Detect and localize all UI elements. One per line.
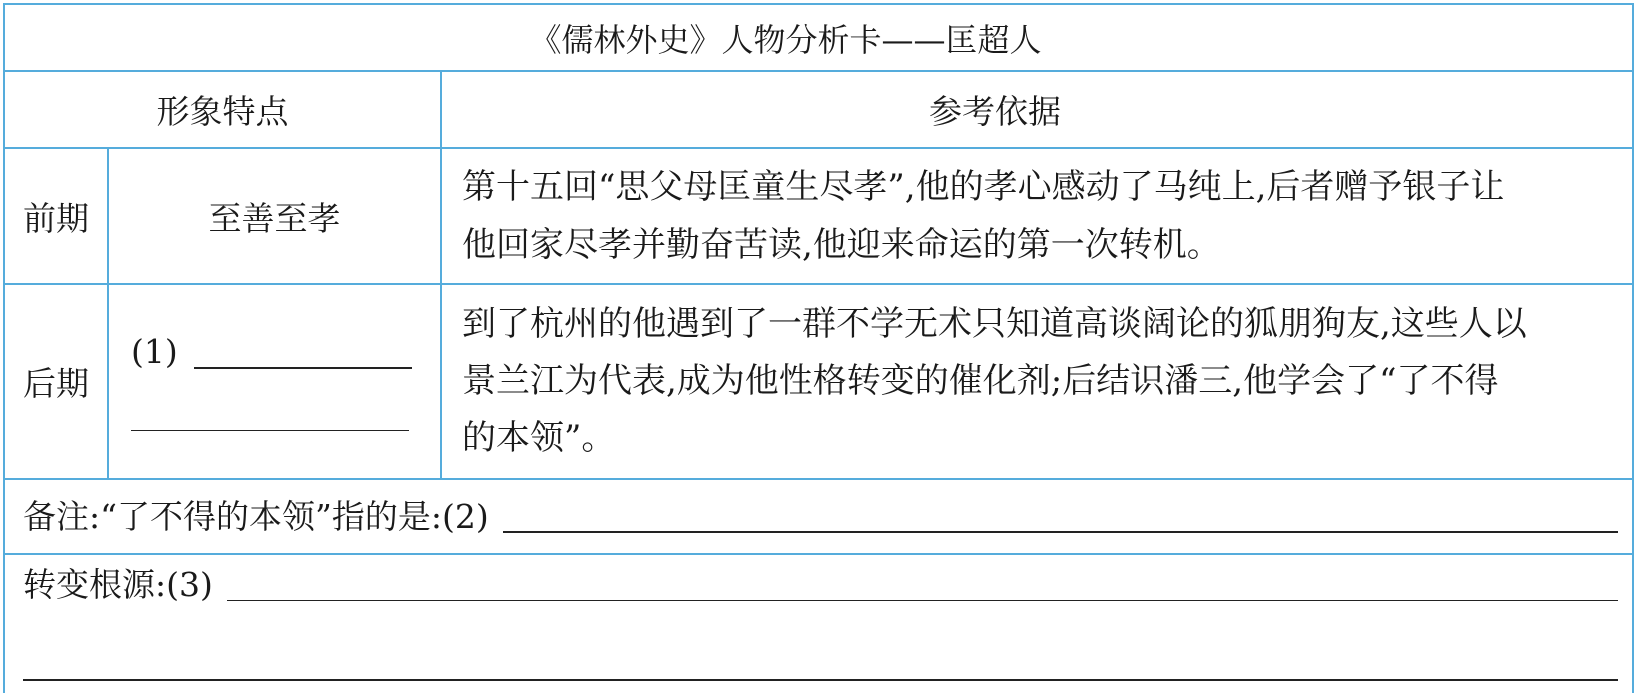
answer-blank-2-line bbox=[23, 497, 1618, 537]
period-late-cell bbox=[4, 284, 108, 479]
title-row bbox=[4, 4, 1633, 71]
answer-blank-1-underline bbox=[194, 367, 412, 369]
note-label: 备注:“了不得的本领”指的是:(2) bbox=[23, 496, 489, 536]
evidence-late-cell bbox=[441, 284, 1633, 479]
root-cause-cell bbox=[4, 554, 1633, 693]
evidence-late-line: 的本领”。 bbox=[462, 418, 616, 458]
late-period-row bbox=[4, 284, 1633, 479]
trait-early: 至善至孝 bbox=[208, 198, 341, 238]
answer-blank-1-label: (1) bbox=[131, 331, 178, 371]
early-period-row bbox=[4, 148, 1633, 284]
answer-blank-3-underline-2 bbox=[23, 679, 1618, 681]
answer-blank-3-underline bbox=[227, 600, 1618, 602]
period-late-label: 后期 bbox=[23, 364, 89, 403]
period-early-cell bbox=[4, 148, 108, 284]
header-traits-cell bbox=[4, 71, 441, 148]
evidence-late-line: 景兰江为代表,成为他性格转变的催化剂;后结识潘三,他学会了“了不得 bbox=[462, 361, 1499, 401]
root-cause-label: 转变根源:(3) bbox=[23, 565, 213, 604]
answer-blank-2-underline bbox=[503, 531, 1618, 533]
trait-early-cell bbox=[108, 148, 441, 284]
answer-blank-3-line bbox=[23, 565, 1618, 605]
evidence-early-cell bbox=[441, 148, 1633, 284]
period-early-label: 前期 bbox=[23, 198, 89, 238]
note-cell bbox=[4, 479, 1633, 554]
answer-blank-1-line bbox=[131, 332, 440, 372]
header-traits: 形象特点 bbox=[156, 92, 289, 131]
root-cause-row bbox=[4, 554, 1633, 693]
header-evidence-cell bbox=[441, 71, 1633, 148]
evidence-late-line: 到了杭州的他遇到了一群不学无术只知道高谈阔论的狐朋狗友,这些人以 bbox=[462, 304, 1527, 344]
note-row bbox=[4, 479, 1633, 554]
evidence-early-line: 他回家尽孝并勤奋苦读,他迎来命运的第一次转机。 bbox=[462, 225, 1221, 265]
trait-late-blank-cell bbox=[108, 284, 441, 479]
header-row bbox=[4, 71, 1633, 148]
character-analysis-card bbox=[3, 3, 1634, 693]
evidence-early-line: 第十五回“思父母匡童生尽孝”,他的孝心感动了马纯上,后者赠予银子让 bbox=[462, 167, 1505, 207]
answer-blank-1-underline-2 bbox=[131, 430, 409, 432]
header-evidence: 参考依据 bbox=[929, 92, 1062, 131]
card-title-cell bbox=[4, 4, 1633, 71]
card-title: 《儒林外史》人物分析卡——匡超人 bbox=[529, 20, 1042, 59]
